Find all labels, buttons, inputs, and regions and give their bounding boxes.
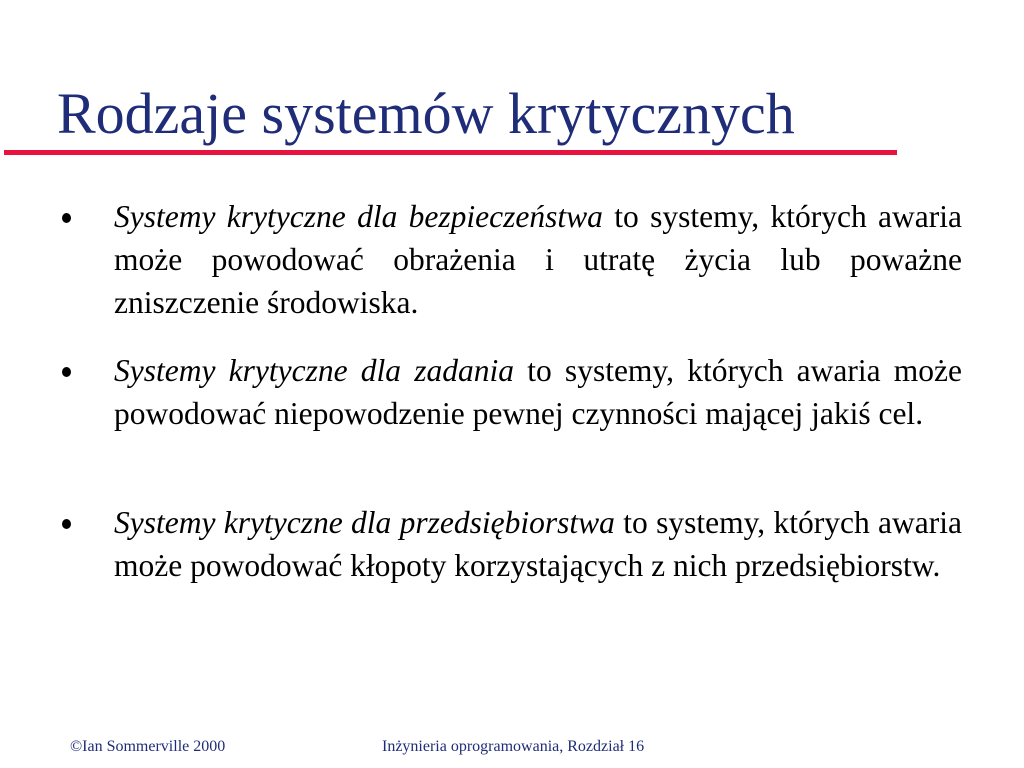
slide-title: Rodzaje systemów krytycznych [57,81,795,146]
bullet-item [114,501,962,587]
bullet-text: to systemy, których awaria może powodować kłopoty korzystających z nich przedsiębiorstw. [114,505,962,583]
footer-book-title: Inżynieria oprogramowania, Rozdział 16 [382,738,645,755]
bullet-item [114,195,962,324]
bullet-term: Systemy krytyczne dla zadania [114,353,515,388]
footer-copyright: ©Ian Sommerville 2000 [70,738,226,755]
title-underline [4,150,897,155]
bullet-dot-icon [62,519,71,529]
bullet-text: to systemy, których awaria może powodować niepowodzenie pewnej czynności mającej jakiś cel. [114,353,963,431]
bullet-item [114,349,962,435]
bullet-term: Systemy krytyczne dla bezpieczeństwa [114,199,603,234]
bullet-dot-icon [62,213,71,223]
bullet-dot-icon [62,367,71,377]
bullet-term: Systemy krytyczne dla przedsiębiorstwa [114,505,615,540]
bullet-text: to systemy, których awaria może powodować obrażenia i utratę życia lub poważne zniszczenie środowiska. [114,199,962,320]
